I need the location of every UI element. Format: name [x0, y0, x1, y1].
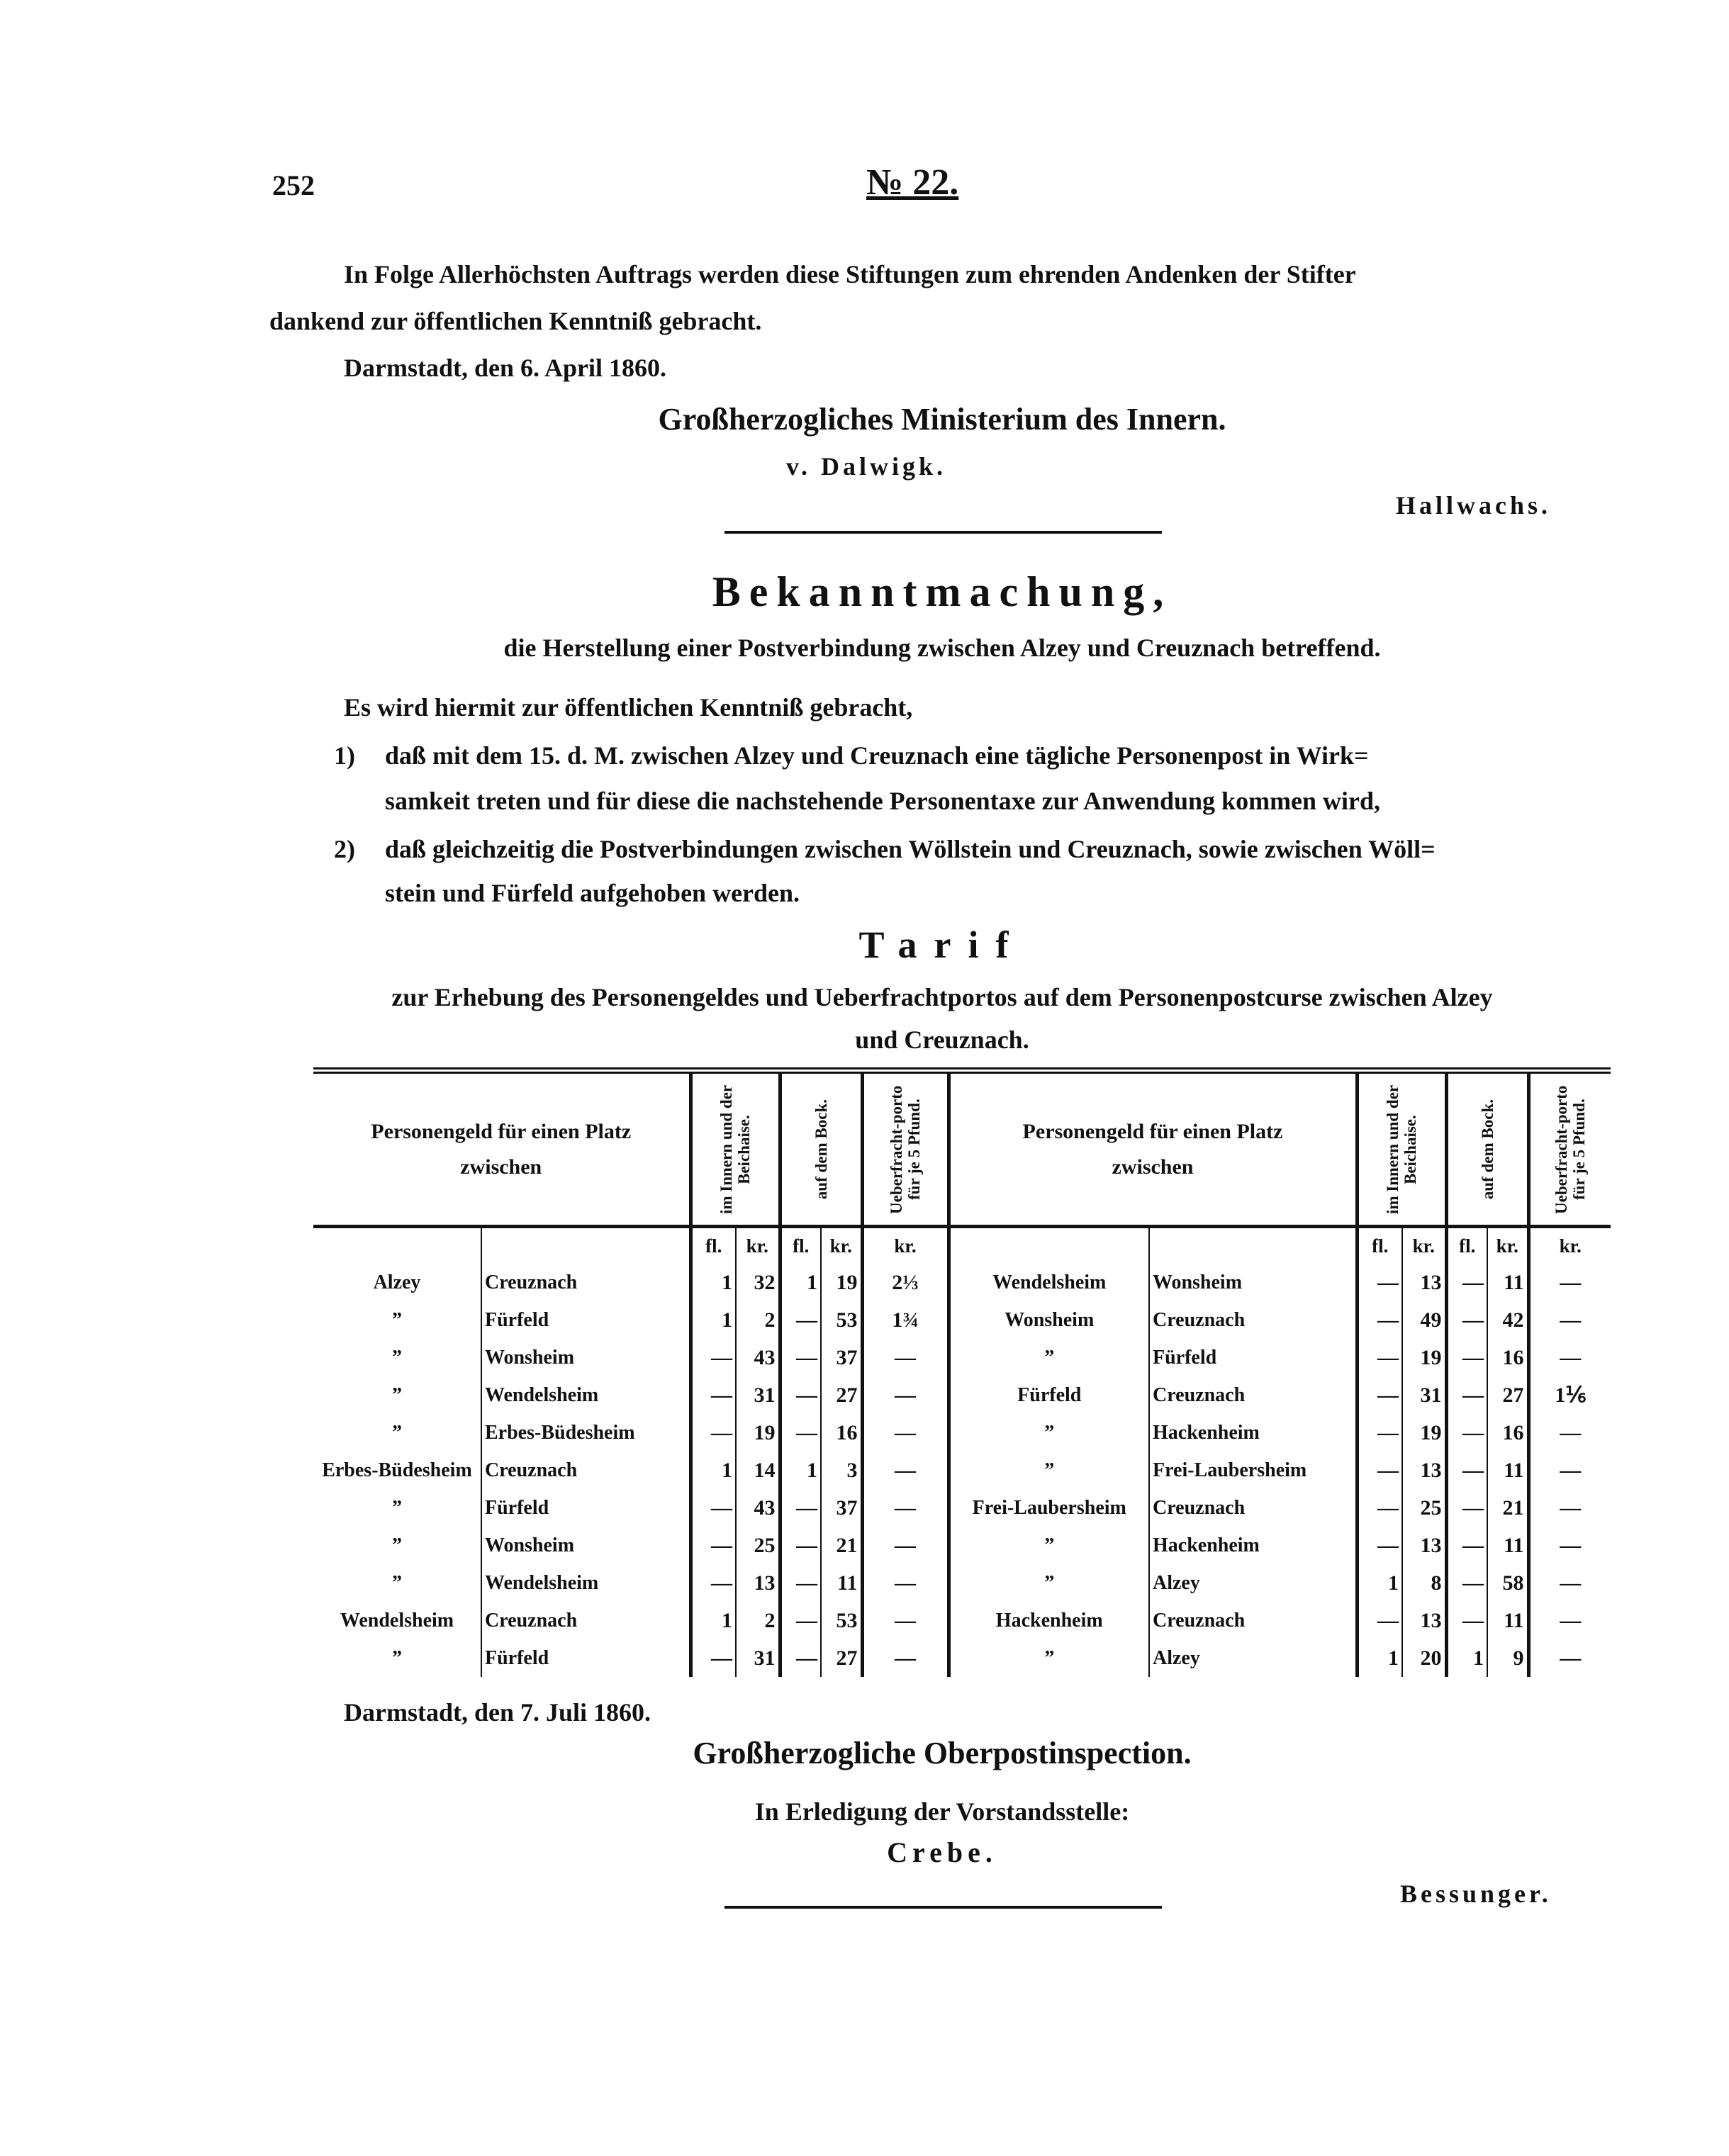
inner-fl: —	[1357, 1339, 1402, 1376]
freight-kr: —	[862, 1452, 949, 1489]
bock-fl: —	[780, 1564, 821, 1602]
bock-fl: —	[1446, 1264, 1487, 1301]
freight-kr: 2⅓	[862, 1264, 949, 1301]
inner-kr: 25	[1402, 1489, 1446, 1527]
bock-kr: 16	[1487, 1414, 1528, 1452]
unit-label: kr.	[862, 1227, 949, 1264]
inner-kr: 25	[736, 1527, 780, 1564]
header-route-line: Personengeld für einen Platz	[1022, 1119, 1283, 1143]
inner-kr: 43	[736, 1339, 780, 1376]
units-row	[313, 1227, 1611, 1264]
notice1-place-date: Darmstadt, den 6. April 1860.	[344, 354, 667, 382]
to-station: Hackenheim	[1149, 1414, 1357, 1452]
inner-kr: 14	[736, 1452, 780, 1489]
inner-fl: —	[690, 1639, 736, 1677]
header-freight: Ueberfracht-porto für je 5 Pfund.	[888, 1084, 923, 1214]
to-station: Wendelsheim	[481, 1564, 690, 1602]
from-station: ”	[949, 1339, 1149, 1376]
from-station: Alzey	[373, 1271, 421, 1293]
from-station: Erbes-Büdesheim	[322, 1459, 472, 1481]
bock-fl: —	[1446, 1339, 1487, 1376]
to-station: Creuznach	[1149, 1376, 1357, 1414]
inner-fl: —	[690, 1376, 736, 1414]
freight-kr: —	[862, 1414, 949, 1452]
bock-fl: 1	[780, 1452, 821, 1489]
from-station: ”	[392, 1647, 402, 1669]
bock-kr: 11	[1487, 1264, 1528, 1301]
from-station: ”	[392, 1309, 402, 1331]
unit-label: fl.	[1357, 1227, 1402, 1264]
item-line: daß mit dem 15. d. M. zwischen Alzey und Creuznach eine tägliche Personenpost in Wirk=	[385, 741, 1369, 770]
to-station: Fürfeld	[481, 1639, 690, 1677]
inner-fl: —	[690, 1339, 736, 1376]
from-station: Fürfeld	[949, 1376, 1149, 1414]
to-station: Hackenheim	[1149, 1527, 1357, 1564]
bock-fl: —	[780, 1602, 821, 1639]
inner-kr: 19	[736, 1414, 780, 1452]
freight-kr: 1⅙	[1528, 1376, 1611, 1414]
to-station: Erbes-Büdesheim	[481, 1414, 690, 1452]
unit-label: kr.	[1528, 1227, 1611, 1264]
bock-fl: —	[780, 1301, 821, 1339]
item-line: stein und Fürfeld aufgehoben werden.	[385, 879, 800, 907]
table-row	[313, 1602, 1611, 1639]
header-bock: auf dem Bock.	[1478, 1099, 1496, 1200]
unit-label: kr.	[1402, 1227, 1446, 1264]
from-station: ”	[949, 1452, 1149, 1489]
bock-fl: —	[1446, 1564, 1487, 1602]
tariff-table	[313, 1067, 1611, 1677]
from-station: ”	[392, 1347, 402, 1369]
notice2-title: Bekanntmachung,	[712, 568, 1173, 615]
freight-kr: —	[862, 1339, 949, 1376]
inner-kr: 31	[736, 1376, 780, 1414]
item-line: daß gleichzeitig die Postverbindungen zwischen Wöllstein und Creuznach, sowie zwischen Wöll=	[385, 835, 1436, 863]
table-header-row	[313, 1071, 1611, 1227]
bock-kr: 37	[821, 1339, 862, 1376]
freight-kr: —	[1528, 1602, 1611, 1639]
tariff-title: Tarif	[858, 923, 1026, 966]
to-station: Fürfeld	[481, 1301, 690, 1339]
table-row	[313, 1264, 1611, 1301]
table-row	[313, 1452, 1611, 1489]
to-station: Fürfeld	[1149, 1339, 1357, 1376]
freight-kr: —	[1528, 1639, 1611, 1677]
from-station: ”	[949, 1414, 1149, 1452]
unit-label: kr.	[1487, 1227, 1528, 1264]
notice2-authority: Großherzogliche Oberpostinspection.	[693, 1736, 1192, 1770]
inner-fl: —	[690, 1564, 736, 1602]
notice2-place-date: Darmstadt, den 7. Juli 1860.	[344, 1698, 651, 1727]
from-station: ”	[392, 1534, 402, 1556]
inner-fl: 1	[690, 1452, 736, 1489]
freight-kr: —	[1528, 1452, 1611, 1489]
notice2-authority-note: In Erledigung der Vorstandsstelle:	[754, 1797, 1130, 1826]
freight-kr: —	[862, 1564, 949, 1602]
divider	[724, 531, 1162, 534]
bock-fl: —	[1446, 1414, 1487, 1452]
table-row	[313, 1527, 1611, 1564]
unit-label: kr.	[736, 1227, 780, 1264]
notice1-line: In Folge Allerhöchsten Auftrags werden diese Stiftungen zum ehrenden Andenken der Stifter	[344, 260, 1356, 288]
table-row	[313, 1564, 1611, 1602]
empty-cell	[949, 1227, 1149, 1264]
table-row	[313, 1301, 1611, 1339]
freight-kr: —	[862, 1376, 949, 1414]
inner-kr: 8	[1402, 1564, 1446, 1602]
header-route-line: zwischen	[460, 1155, 542, 1179]
bock-fl: 1	[780, 1264, 821, 1301]
inner-fl: 1	[1357, 1639, 1402, 1677]
from-station: ”	[392, 1497, 402, 1519]
from-station: ”	[392, 1384, 402, 1406]
to-station: Fürfeld	[481, 1489, 690, 1527]
to-station: Wendelsheim	[481, 1376, 690, 1414]
from-station: ”	[949, 1527, 1149, 1564]
to-station: Alzey	[1149, 1564, 1357, 1602]
unit-label: fl.	[780, 1227, 821, 1264]
freight-kr: —	[1528, 1414, 1611, 1452]
freight-kr: —	[1528, 1264, 1611, 1301]
item-number: 1)	[334, 741, 355, 770]
inner-fl: 1	[1357, 1564, 1402, 1602]
from-station: Wendelsheim	[340, 1610, 454, 1632]
table-row	[313, 1376, 1611, 1414]
bock-kr: 27	[1487, 1376, 1528, 1414]
freight-kr: —	[862, 1489, 949, 1527]
notice2-intro: Es wird hiermit zur öffentlichen Kenntniß gebracht,	[344, 693, 913, 722]
inner-fl: —	[690, 1527, 736, 1564]
inner-fl: —	[1357, 1452, 1402, 1489]
inner-kr: 13	[1402, 1527, 1446, 1564]
bock-fl: —	[1446, 1452, 1487, 1489]
to-station: Creuznach	[1149, 1602, 1357, 1639]
bock-fl: —	[780, 1527, 821, 1564]
table-row	[313, 1489, 1611, 1527]
freight-kr: —	[1528, 1339, 1611, 1376]
to-station: Wonsheim	[1149, 1264, 1357, 1301]
header-inner: im Innern und der Beichaise.	[1384, 1084, 1419, 1214]
notice1-authority: Großherzogliches Ministerium des Innern.	[658, 402, 1226, 437]
freight-kr: —	[1528, 1527, 1611, 1564]
empty-cell	[313, 1227, 481, 1264]
inner-kr: 32	[736, 1264, 780, 1301]
bock-kr: 11	[821, 1564, 862, 1602]
inner-kr: 13	[736, 1564, 780, 1602]
inner-fl: 1	[690, 1301, 736, 1339]
from-station: Hackenheim	[949, 1602, 1149, 1639]
inner-fl: —	[1357, 1301, 1402, 1339]
header-route-line: zwischen	[1112, 1155, 1194, 1179]
inner-fl: —	[690, 1489, 736, 1527]
notice2-subtitle: die Herstellung einer Postverbindung zwischen Alzey und Creuznach betreffend.	[503, 634, 1381, 662]
page-number: 252	[272, 169, 315, 201]
to-station: Frei-Laubersheim	[1149, 1452, 1357, 1489]
bock-fl: —	[1446, 1602, 1487, 1639]
from-station: ”	[392, 1572, 402, 1594]
to-station: Creuznach	[1149, 1489, 1357, 1527]
notice2-countersign: Bessunger.	[1400, 1880, 1552, 1908]
inner-kr: 13	[1402, 1264, 1446, 1301]
inner-fl: —	[1357, 1489, 1402, 1527]
bock-fl: —	[1446, 1301, 1487, 1339]
notice2-signatory: Crebe.	[887, 1836, 997, 1868]
empty-cell	[481, 1227, 690, 1264]
to-station: Creuznach	[481, 1602, 690, 1639]
header-freight: Ueberfracht-porto für je 5 Pfund.	[1552, 1084, 1589, 1214]
bock-kr: 19	[821, 1264, 862, 1301]
unit-label: fl.	[690, 1227, 736, 1264]
freight-kr: —	[1528, 1301, 1611, 1339]
bock-kr: 9	[1487, 1639, 1528, 1677]
tariff-subtitle: und Creuznach.	[855, 1026, 1029, 1054]
bock-kr: 53	[821, 1301, 862, 1339]
bock-fl: —	[780, 1489, 821, 1527]
to-station: Wonsheim	[481, 1339, 690, 1376]
from-station: ”	[949, 1639, 1149, 1677]
header-bock: auf dem Bock.	[812, 1099, 830, 1200]
bock-fl: —	[780, 1639, 821, 1677]
freight-kr: 1¾	[862, 1301, 949, 1339]
table-row	[313, 1639, 1611, 1677]
bock-kr: 42	[1487, 1301, 1528, 1339]
to-station: Wonsheim	[481, 1527, 690, 1564]
inner-fl: —	[1357, 1264, 1402, 1301]
table-row	[313, 1339, 1611, 1376]
bock-fl: —	[780, 1414, 821, 1452]
bock-kr: 37	[821, 1489, 862, 1527]
to-station: Alzey	[1149, 1639, 1357, 1677]
freight-kr: —	[1528, 1564, 1611, 1602]
freight-kr: —	[862, 1602, 949, 1639]
item-line: samkeit treten und für diese die nachstehende Personentaxe zur Anwendung kommen wird,	[385, 787, 1381, 815]
bock-fl: 1	[1446, 1639, 1487, 1677]
bock-fl: —	[1446, 1527, 1487, 1564]
bock-kr: 58	[1487, 1564, 1528, 1602]
bock-fl: —	[1446, 1376, 1487, 1414]
inner-kr: 2	[736, 1602, 780, 1639]
from-station: Frei-Laubersheim	[949, 1489, 1149, 1527]
bock-kr: 3	[821, 1452, 862, 1489]
bock-kr: 27	[821, 1639, 862, 1677]
inner-kr: 49	[1402, 1301, 1446, 1339]
header-inner: im Innern und der Beichaise.	[717, 1084, 753, 1214]
bock-fl: —	[780, 1376, 821, 1414]
bock-kr: 11	[1487, 1602, 1528, 1639]
inner-fl: —	[1357, 1527, 1402, 1564]
bock-kr: 11	[1487, 1527, 1528, 1564]
inner-kr: 43	[736, 1489, 780, 1527]
inner-fl: 1	[690, 1264, 736, 1301]
inner-fl: —	[1357, 1376, 1402, 1414]
divider	[724, 1906, 1162, 1909]
notice1-countersign: Hallwachs.	[1396, 491, 1552, 520]
freight-kr: —	[862, 1639, 949, 1677]
from-station: ”	[949, 1564, 1149, 1602]
bock-kr: 16	[1487, 1339, 1528, 1376]
freight-kr: —	[862, 1527, 949, 1564]
inner-fl: —	[690, 1414, 736, 1452]
notice1-signatory: v. Dalwigk.	[785, 452, 947, 481]
inner-kr: 13	[1402, 1452, 1446, 1489]
bock-kr: 21	[1487, 1489, 1528, 1527]
inner-kr: 19	[1402, 1414, 1446, 1452]
empty-cell	[1149, 1227, 1357, 1264]
issue-number: № 22.	[866, 162, 959, 203]
inner-kr: 31	[736, 1639, 780, 1677]
inner-kr: 20	[1402, 1639, 1446, 1677]
unit-label: kr.	[821, 1227, 862, 1264]
inner-fl: 1	[690, 1602, 736, 1639]
to-station: Creuznach	[481, 1264, 690, 1301]
bock-kr: 21	[821, 1527, 862, 1564]
inner-kr: 2	[736, 1301, 780, 1339]
item-number: 2)	[334, 835, 355, 863]
inner-fl: —	[1357, 1602, 1402, 1639]
to-station: Creuznach	[1149, 1301, 1357, 1339]
bock-kr: 27	[821, 1376, 862, 1414]
from-station: Wendelsheim	[949, 1264, 1149, 1301]
bock-fl: —	[780, 1339, 821, 1376]
tariff-subtitle: zur Erhebung des Personengeldes und Ueberfrachtportos auf dem Personenpostcurse zwischen Alzey	[391, 983, 1493, 1011]
inner-kr: 13	[1402, 1602, 1446, 1639]
from-station: ”	[392, 1422, 402, 1444]
freight-kr: —	[1528, 1489, 1611, 1527]
table-row	[313, 1414, 1611, 1452]
to-station: Creuznach	[481, 1452, 690, 1489]
inner-kr: 19	[1402, 1339, 1446, 1376]
header-route	[949, 1071, 1357, 1227]
bock-kr: 53	[821, 1602, 862, 1639]
unit-label: fl.	[1446, 1227, 1487, 1264]
from-station: Wonsheim	[949, 1301, 1149, 1339]
header-route-line: Personengeld für einen Platz	[371, 1119, 632, 1143]
bock-kr: 11	[1487, 1452, 1528, 1489]
notice1-line: dankend zur öffentlichen Kenntniß gebracht.	[269, 307, 762, 335]
header-route	[313, 1071, 690, 1227]
inner-kr: 31	[1402, 1376, 1446, 1414]
bock-kr: 16	[821, 1414, 862, 1452]
inner-fl: —	[1357, 1414, 1402, 1452]
bock-fl: —	[1446, 1489, 1487, 1527]
